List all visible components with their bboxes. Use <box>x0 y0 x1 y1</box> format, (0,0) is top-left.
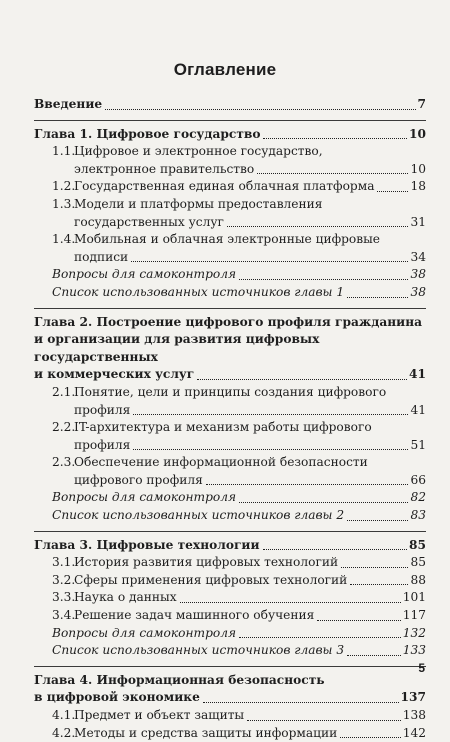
dot-leader <box>239 502 408 503</box>
entry-title-line: профиля <box>74 437 131 452</box>
toc-section-entry <box>34 607 426 625</box>
toc-section-entry <box>34 143 426 178</box>
entry-page-number: 101 <box>402 590 426 605</box>
entry-title-line: Вопросы для самоконтроля <box>52 625 237 640</box>
entry-title-line: Модели и платформы предоставления <box>74 196 323 211</box>
dot-leader <box>347 297 408 298</box>
entry-page-number: 85 <box>409 537 426 552</box>
section-number: 1.3. <box>52 196 76 211</box>
entry-title-line: Методы и средства защиты информации <box>74 725 338 740</box>
dot-leader <box>203 702 399 703</box>
divider-rule <box>34 666 426 667</box>
table-of-contents <box>34 96 426 742</box>
dot-leader <box>317 620 400 621</box>
section-number: 1.2. <box>52 179 76 194</box>
toc-chapter-entry <box>34 672 426 707</box>
entry-title-line: Цифровое и электронное государство, <box>74 144 323 159</box>
toc-appendix-entry <box>34 625 426 643</box>
toc-section-entry <box>34 707 426 725</box>
section-number: 4.2. <box>52 725 76 740</box>
section-number: 2.3. <box>52 455 76 470</box>
toc-section-entry <box>34 554 426 572</box>
toc-section-entry <box>34 454 426 489</box>
entry-page-number: 38 <box>410 267 426 282</box>
toc-section-entry <box>34 419 426 454</box>
entry-title-line: Решение задач машинного обучения <box>74 608 315 623</box>
section-number: 3.3. <box>52 590 76 605</box>
entry-title-line: Введение <box>34 97 103 111</box>
dot-leader <box>239 279 408 280</box>
dot-leader <box>347 655 401 656</box>
entry-title-line: Понятие, цели и принципы создания цифрового <box>74 384 387 399</box>
dot-leader <box>340 737 401 738</box>
dot-leader <box>247 720 401 721</box>
toc-section-entry <box>34 178 426 196</box>
dot-leader <box>263 549 408 550</box>
entry-title-line: Глава 1. Цифровое государство <box>34 126 261 141</box>
entry-title-line: цифрового профиля <box>74 472 203 487</box>
entry-page-number: 10 <box>410 161 426 176</box>
dot-leader <box>133 449 408 450</box>
entry-page-number: 132 <box>402 625 426 640</box>
entry-title-line: Наука о данных <box>74 590 177 605</box>
entry-page-number: 41 <box>410 402 426 417</box>
entry-title-line: электронное правительство <box>74 161 255 176</box>
dot-leader <box>239 637 401 638</box>
entry-title-line: Сферы применения цифровых технологий <box>74 572 348 587</box>
entry-title-line: IT-архитектура и механизм работы цифрового <box>74 420 372 435</box>
entry-page-number: 133 <box>402 643 426 658</box>
dot-leader <box>347 520 408 521</box>
entry-title-line: Вопросы для самоконтроля <box>52 267 237 282</box>
entry-title-line: Глава 4. Информационная безопасность <box>34 672 325 687</box>
entry-title-line: Глава 2. Построение цифрового профиля гражданина <box>34 314 423 329</box>
toc-section-entry <box>34 589 426 607</box>
section-number: 2.2. <box>52 420 76 435</box>
entry-title-line: Список использованных источников главы 2 <box>52 508 345 523</box>
entry-page-number: 41 <box>409 367 426 382</box>
divider-rule <box>34 531 426 532</box>
entry-title-line: Государственная единая облачная платформа <box>74 179 375 194</box>
dot-leader <box>227 226 409 227</box>
entry-page-number: 38 <box>410 284 426 299</box>
entry-page-number: 85 <box>410 555 426 570</box>
toc-chapter-entry <box>34 314 426 384</box>
toc-section-entry <box>34 231 426 266</box>
dot-leader <box>133 414 408 415</box>
toc-section-entry <box>34 384 426 419</box>
entry-page-number: 10 <box>409 126 426 141</box>
toc-appendix-entry <box>34 266 426 284</box>
dot-leader <box>350 584 408 585</box>
toc-section-entry <box>34 572 426 590</box>
entry-title-line: подписи <box>74 249 129 264</box>
dot-leader <box>197 379 407 380</box>
divider-rule <box>34 308 426 309</box>
toc-section-entry <box>34 725 426 742</box>
entry-title-line: и организации для развития цифровых государственных <box>34 332 320 364</box>
toc-appendix-entry <box>34 489 426 507</box>
entry-title-line: Список использованных источников главы 1 <box>52 284 345 299</box>
page-number: 5 <box>418 661 425 675</box>
section-number: 3.2. <box>52 572 76 587</box>
toc-chapter-entry <box>34 537 426 555</box>
entry-page-number: 82 <box>410 490 426 505</box>
entry-title-line: Мобильная и облачная электронные цифровые <box>74 232 381 247</box>
entry-page-number: 117 <box>402 608 426 623</box>
entry-title-line: в цифровой экономике <box>34 690 200 705</box>
dot-leader <box>180 602 401 603</box>
entry-title-line: Предмет и объект защиты <box>74 708 245 722</box>
entry-page-number: 31 <box>410 214 426 229</box>
entry-page-number: 7 <box>417 97 426 111</box>
entry-page-number: 66 <box>410 472 426 487</box>
entry-page-number: 18 <box>410 179 426 194</box>
toc-appendix-entry <box>34 642 426 660</box>
dot-leader <box>263 138 407 139</box>
toc-section-entry <box>34 196 426 231</box>
entry-title-line: государственных услуг <box>74 214 224 229</box>
toc-chapter-entry <box>34 96 426 114</box>
dot-leader <box>131 261 408 262</box>
entry-title-line: Список использованных источников главы 3 <box>52 643 345 658</box>
section-number: 2.1. <box>52 384 76 399</box>
toc-appendix-entry <box>34 507 426 525</box>
section-number: 1.1. <box>52 144 76 159</box>
entry-page-number: 83 <box>410 508 426 523</box>
entry-title-line: Обеспечение информационной безопасности <box>74 455 368 470</box>
dot-leader <box>341 567 408 568</box>
section-number: 4.1. <box>52 708 76 722</box>
entry-page-number: 88 <box>410 572 426 587</box>
dot-leader <box>105 109 415 110</box>
entry-title-line: профиля <box>74 402 131 417</box>
toc-appendix-entry <box>34 284 426 302</box>
entry-page-number: 51 <box>410 437 426 452</box>
page-title: Оглавление <box>173 60 277 79</box>
entry-title-line: и коммерческих услуг <box>34 367 195 382</box>
entry-title-line: История развития цифровых технологий <box>74 555 339 570</box>
entry-page-number: 137 <box>400 690 426 705</box>
section-number: 3.1. <box>52 555 76 570</box>
entry-page-number: 34 <box>410 249 426 264</box>
entry-page-number: 138 <box>402 708 426 722</box>
entry-title-line: Глава 3. Цифровые технологии <box>34 537 260 552</box>
entry-page-number: 142 <box>402 725 426 740</box>
entry-title-line: Вопросы для самоконтроля <box>52 490 237 505</box>
toc-chapter-entry <box>34 126 426 144</box>
section-number: 1.4. <box>52 232 76 247</box>
divider-rule <box>34 120 426 121</box>
section-number: 3.4. <box>52 608 76 623</box>
dot-leader <box>377 191 408 192</box>
dot-leader <box>206 484 409 485</box>
dot-leader <box>257 173 408 174</box>
